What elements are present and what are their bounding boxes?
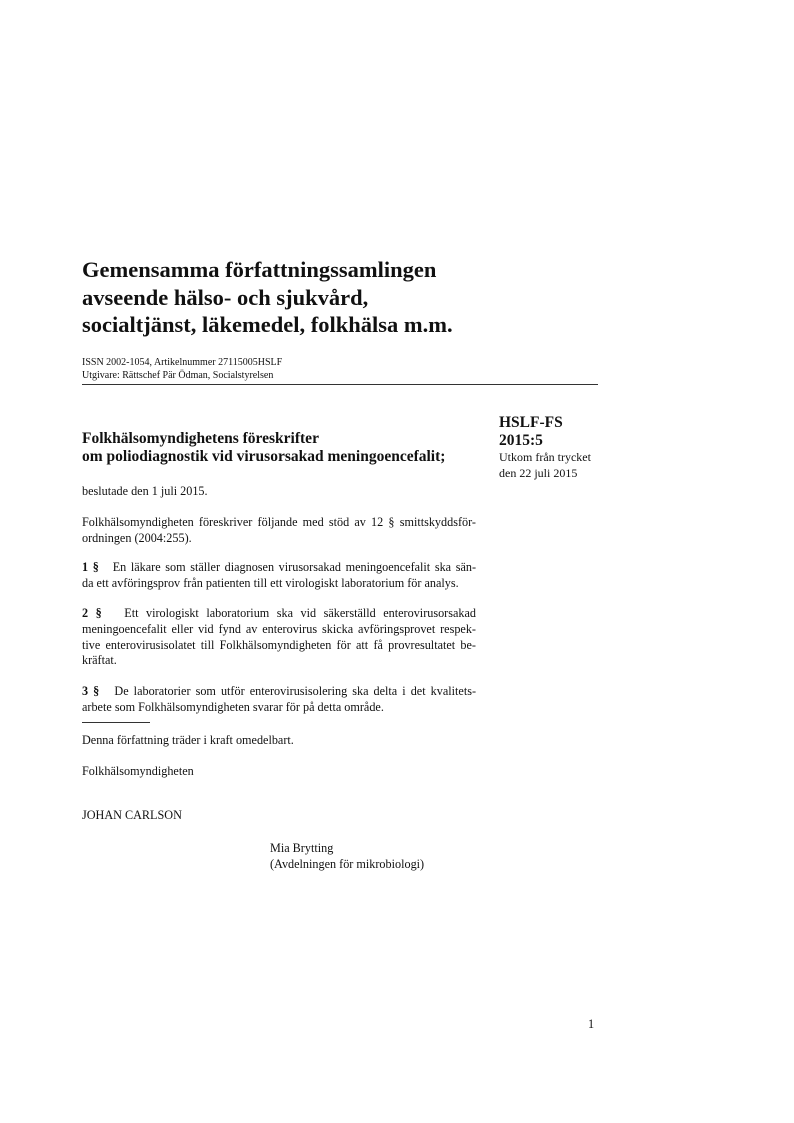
section-text: meningoencefalit eller vid fynd av enterovirus skicka avföringsprovet respek- [82, 621, 476, 636]
authority-line: ordningen (2004:255). [82, 530, 192, 545]
section-text: da ett avföringsprov från patienten till ett virologiskt laboratorium för analys. [82, 575, 459, 590]
publication-meta [82, 356, 282, 382]
collection-title-line: avseende hälso- och sjukvård, [82, 284, 369, 310]
series-number: 2015:5 [499, 432, 543, 449]
authority-line: Folkhälsomyndigheten föreskriver följande med stöd av 12 § smittskyddsför- [82, 515, 476, 529]
series-box [499, 414, 619, 481]
signatory: JOHAN CARLSON [82, 808, 182, 822]
section-text: De laboratorier som utför enterovirusisolering ska delta i det kvalitets- [114, 684, 477, 698]
co-signatory-unit: (Avdelningen för mikrobiologi) [270, 856, 425, 871]
issuing-agency: Folkhälsomyndigheten [82, 764, 194, 778]
section-2 [82, 606, 476, 669]
co-signatory [270, 841, 424, 873]
published-date: den 22 juli 2015 [499, 465, 578, 480]
section-number: 1 § [82, 560, 99, 574]
section-divider [82, 722, 150, 723]
decision-date: beslutade den 1 juli 2015. [82, 484, 208, 498]
section-text: Ett virologiskt laboratorium ska vid säkerställd enterovirusorsakad [124, 606, 476, 620]
regulation-title [82, 430, 445, 466]
section-text: En läkare som ställer diagnosen virusorsakad meningoencefalit ska sän- [112, 560, 477, 574]
section-text: arbete som Folkhälsomyndigheten svarar för på detta område. [82, 699, 384, 714]
publisher-line: Utgivare: Rättschef Pär Ödman, Socialstyrelsen [82, 370, 274, 381]
section-1 [82, 560, 476, 592]
co-signatory-name: Mia Brytting [270, 841, 334, 855]
collection-title-line: socialtjänst, läkemedel, folkhälsa m.m. [82, 312, 453, 337]
authority-statement [82, 515, 476, 547]
regulation-title-line: om poliodiagnostik vid virusorsakad meningoencefalit; [82, 448, 446, 465]
issn-line: ISSN 2002-1054, Artikelnummer 27115005HSLF [82, 357, 283, 368]
entry-into-force: Denna författning träder i kraft omedelbart. [82, 733, 294, 747]
section-3 [82, 684, 476, 716]
collection-title [82, 256, 642, 339]
section-number: 3 § [82, 684, 100, 698]
section-text: tive enterovirusisolatet till Folkhälsomyndigheten för att få provresultatet be- [82, 637, 476, 652]
section-text: kräftat. [82, 653, 117, 668]
series-name: HSLF-FS [499, 414, 563, 431]
collection-title-line: Gemensamma författningssamlingen [82, 257, 437, 282]
published-line: Utkom från trycket [499, 450, 591, 464]
section-number: 2 § [82, 606, 102, 620]
header-divider [82, 384, 598, 385]
regulation-title-line: Folkhälsomyndighetens föreskrifter [82, 430, 319, 447]
page-number: 1 [588, 1017, 595, 1031]
